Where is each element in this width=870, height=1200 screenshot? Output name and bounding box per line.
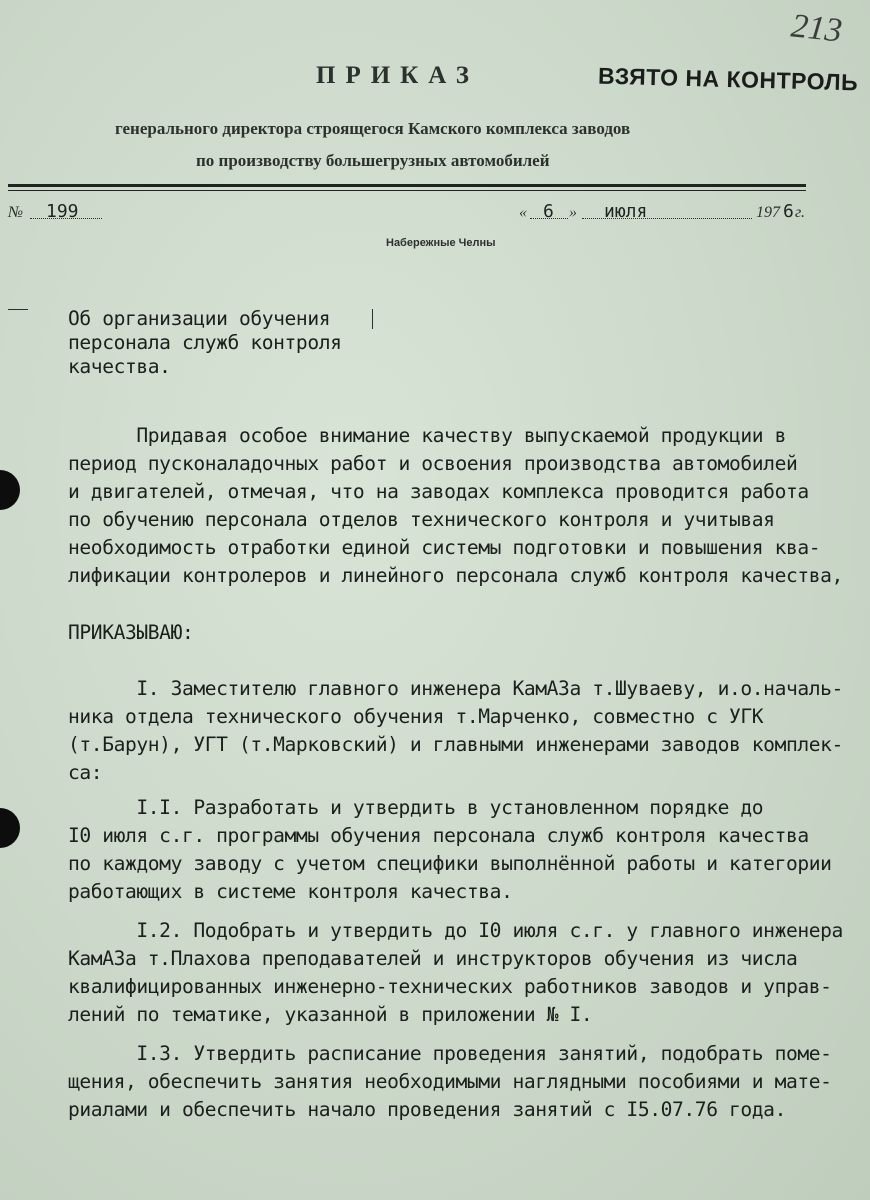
date-year-unit: г. xyxy=(795,204,806,221)
subject-line-3: качества. xyxy=(68,355,171,378)
item1-3-line-3: риалами и обеспечить начало проведения занятий с I5.07.76 года. xyxy=(68,1098,786,1121)
subject-line-2: персонала служб контроля xyxy=(68,331,342,354)
item1-1-line-1: I.I. Разработать и утвердить в установленном порядке до xyxy=(68,796,764,819)
subtitle-line-2: по производству большегрузных автомобилей xyxy=(196,151,550,170)
punch-hole-bottom xyxy=(0,808,20,848)
subject-bracket-left xyxy=(8,309,28,310)
item1-1-line-3: по каждому заводу с учетом специфики выполнённой работы и категории xyxy=(68,852,832,875)
item1-2-line-1: I.2. Подобрать и утвердить до I0 июля с.г. у главного инженера xyxy=(68,919,843,942)
subject-line-1: Об организации обучения xyxy=(68,307,331,330)
header-rule-thick xyxy=(8,184,806,187)
date-month: июля xyxy=(604,201,648,222)
order-word: ПРИКАЗЫВАЮ: xyxy=(68,621,194,644)
item1-3-line-2: щения, обеспечить занятия необходимыми наглядными пособиями и мате- xyxy=(68,1070,832,1093)
date-close-quote: » xyxy=(569,204,577,221)
punch-hole-top xyxy=(0,470,20,510)
preamble-line-5: необходимость отработки единой системы подготовки и повышения ква- xyxy=(68,536,821,559)
item1-2-line-2: КамАЗа т.Плахова преподавателей и инструкторов обучения из числа xyxy=(68,947,798,970)
date-day: 6 xyxy=(543,201,554,222)
preamble-line-4: по обучению персонала отделов технического контроля и учитывая xyxy=(68,508,775,531)
preamble-line-1: Придавая особое внимание качеству выпускаемой продукции в xyxy=(68,424,786,447)
item1-1-line-4: работающих в системе контроля качества. xyxy=(68,880,513,903)
preamble-line-6: лификации контролеров и линейного персонала служб контроля качества, xyxy=(68,564,843,587)
date-year-prefix: 197 xyxy=(756,204,780,221)
item1-line-4: са: xyxy=(68,761,103,784)
subject-bracket-right xyxy=(372,309,373,329)
preamble-line-3: и двигателей, отмечая, что на заводах комплекса проводится работа xyxy=(68,480,809,503)
preamble-line-2: период пусконаладочных работ и освоения производства автомобилей xyxy=(68,452,798,475)
item1-1-line-2: I0 июля с.г. программы обучения персонала служб контроля качества xyxy=(68,824,809,847)
page-number: 213 xyxy=(789,7,844,50)
item1-3-line-1: I.3. Утвердить расписание проведения занятий, подобрать поме- xyxy=(68,1042,832,1065)
item1-line-1: I. Заместителю главного инженера КамАЗа т.Шуваеву, и.о.началь- xyxy=(68,677,843,700)
document-title: ПРИКАЗ xyxy=(316,62,479,89)
order-number: 199 xyxy=(46,201,79,222)
item1-line-3: (т.Барун), УГТ (т.Марковский) и главными инженерами заводов комплек- xyxy=(68,733,843,756)
item1-2-line-3: квалифицированных инженерно-технических работников заводов и управ- xyxy=(68,975,832,998)
date-year-suffix: 6 xyxy=(783,201,794,222)
control-stamp: ВЗЯТО НА КОНТРОЛЬ xyxy=(597,62,859,96)
header-rule-thin xyxy=(8,190,806,191)
item1-2-line-4: лений по тематике, указанной в приложении № I. xyxy=(68,1003,593,1026)
item1-line-2: ника отдела технического обучения т.Марченко, совместно с УГК xyxy=(68,705,764,728)
city: Набережные Челны xyxy=(386,237,496,249)
date-open-quote: « xyxy=(519,204,527,221)
number-prefix: № xyxy=(8,204,24,221)
subtitle-line-1: генерального директора строящегося Камского комплекса заводов xyxy=(115,119,631,138)
